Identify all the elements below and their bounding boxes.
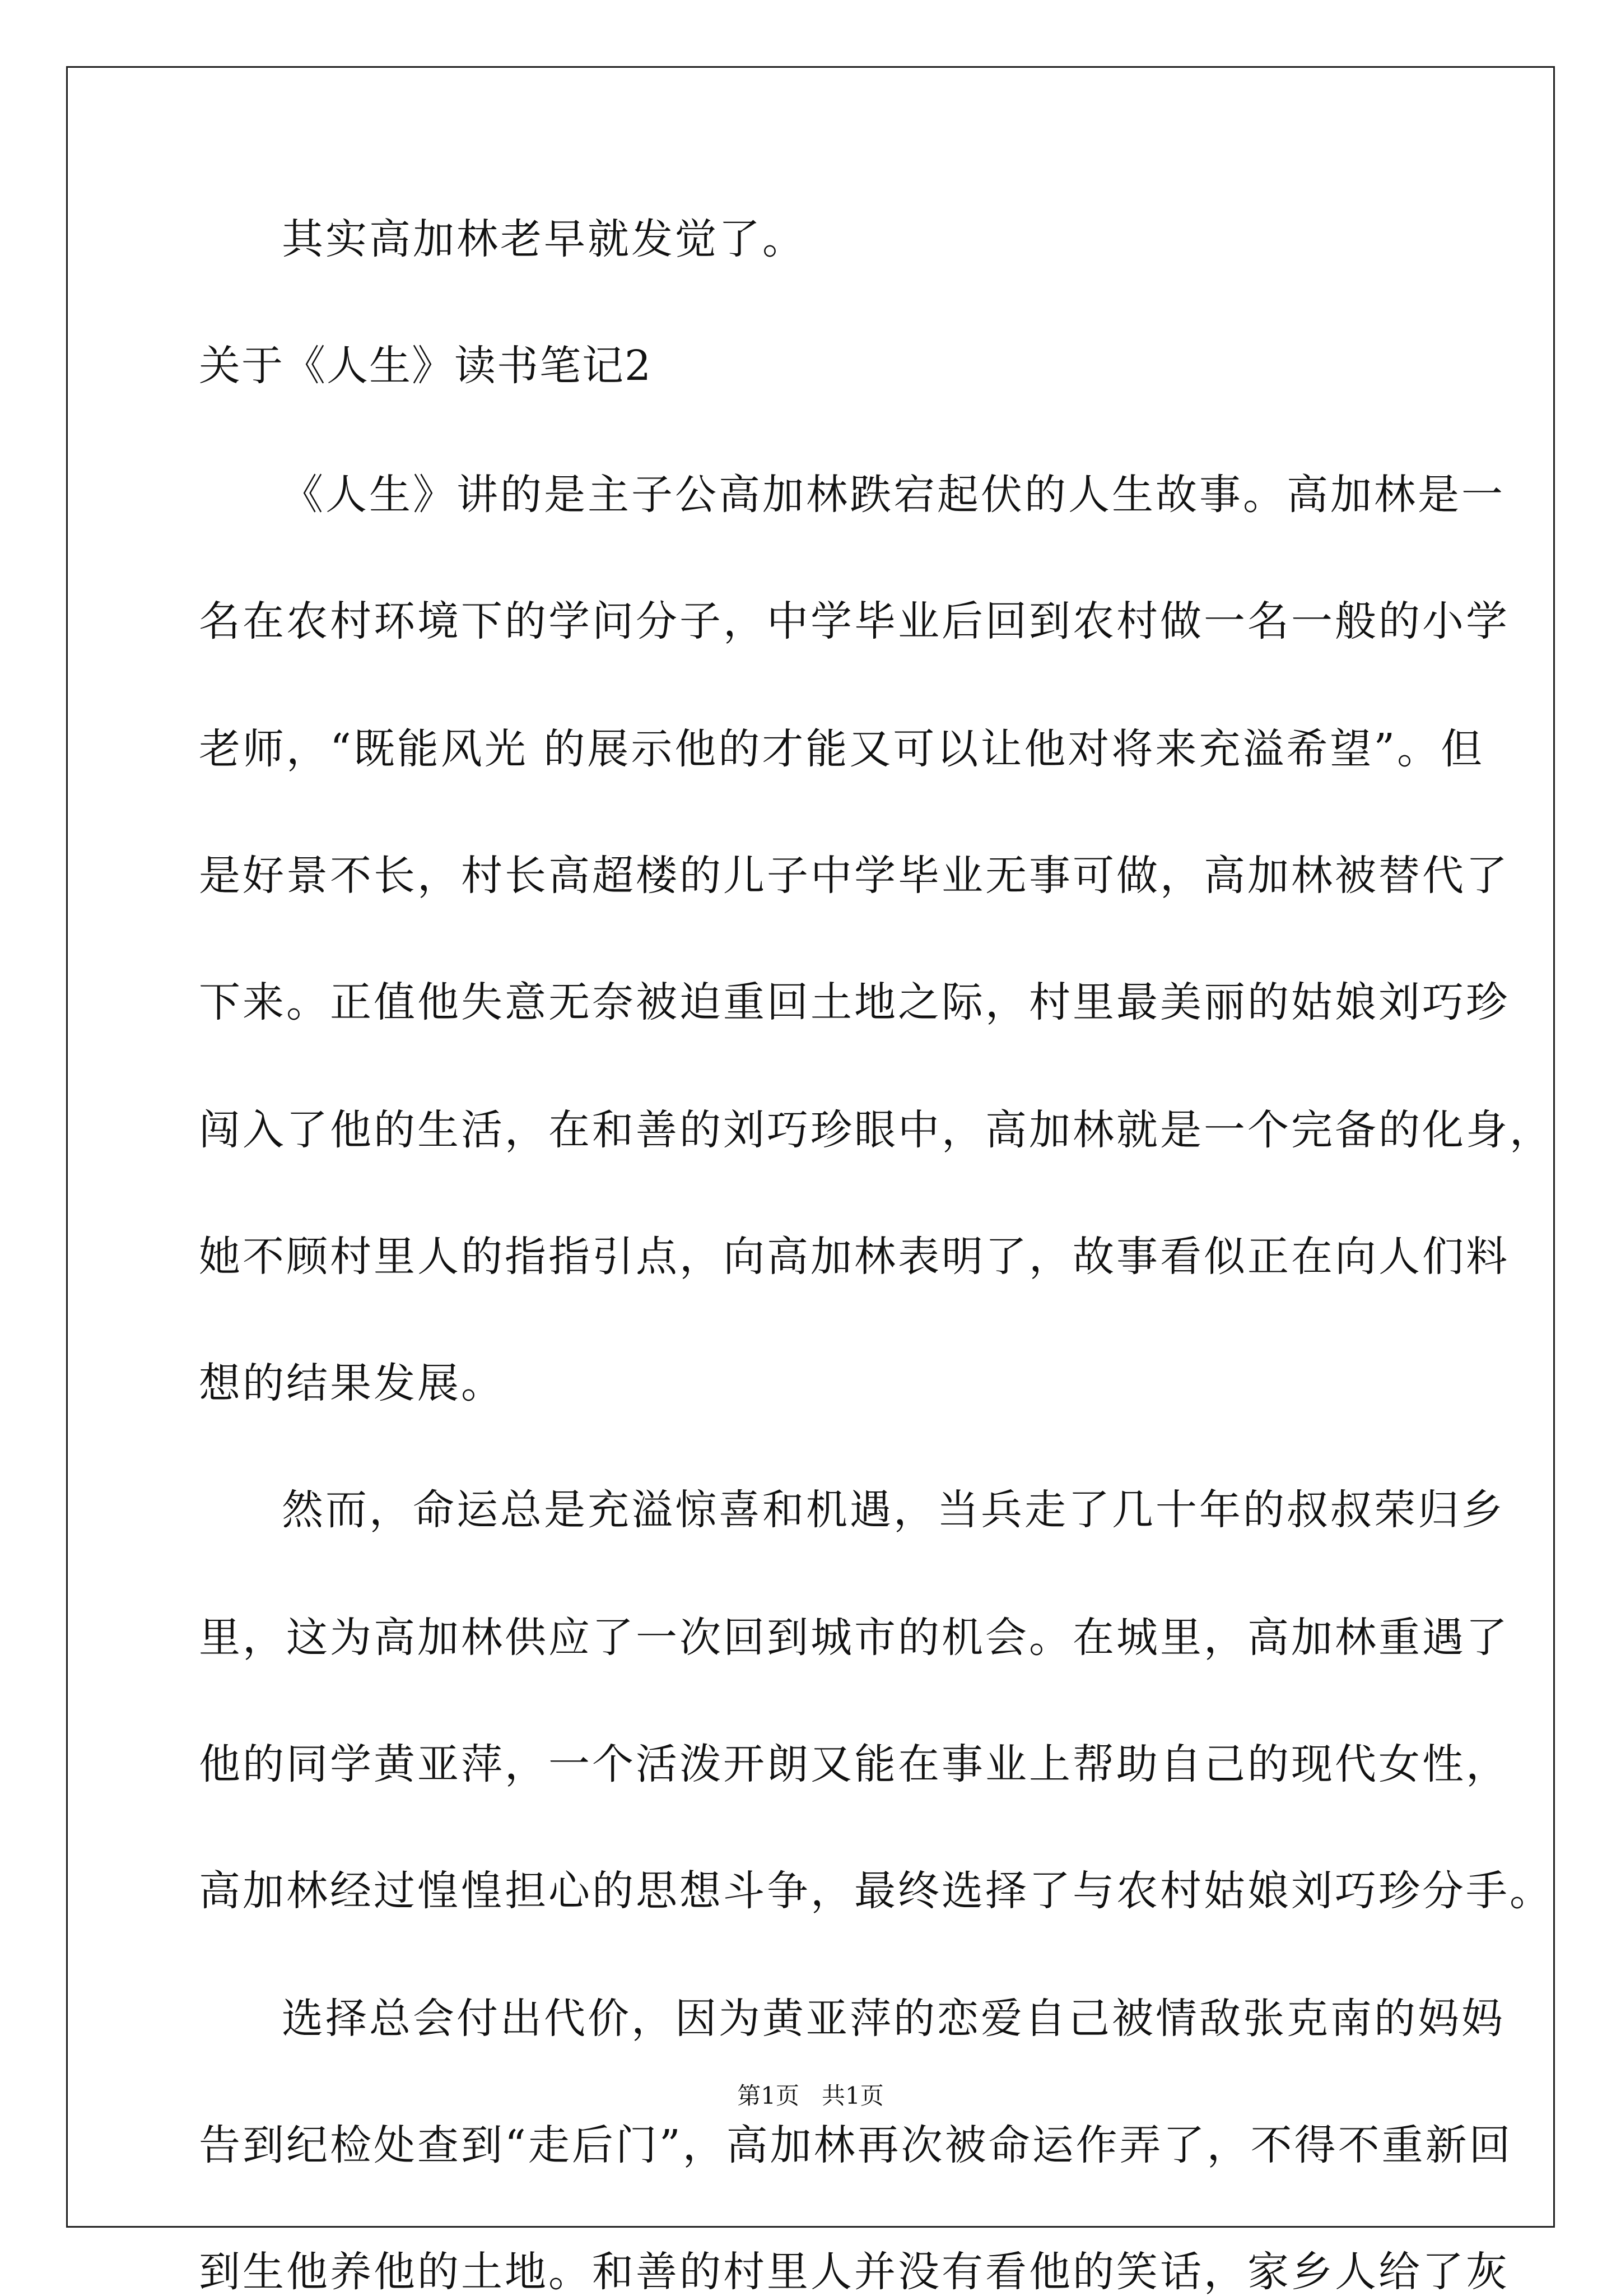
text-line: 里，这为高加林供应了一次回到城市的机会。在城里，高加林重遇了 [199,1614,1510,1662]
text-line: 是好景不长，村长高超楼的儿子中学毕业无事可做，高加林被替代了 [199,852,1510,900]
text-line: 告到纪检处查到“走后门”，高加林再次被命运作弄了，不得不重新回 [199,2121,1513,2169]
page-number-footer: 第1页 共1页 [737,2082,884,2109]
text-line: 《人生》讲的是主子公高加林跌宕起伏的人生故事。高加林是一 [282,471,1505,519]
text-line: 老师，“既能风光 的展示他的才能又可以让他对将来充溢希望”。但 [199,725,1485,773]
text-line: 下来。正值他失意无奈被迫重回土地之际，村里最美丽的姑娘刘巧珍 [199,978,1510,1026]
text-line: 他的同学黄亚萍，一个活泼开朗又能在事业上帮助自己的现代女性， [199,1740,1510,1788]
text-line: 想的结果发展。 [199,1359,505,1407]
text-line: 选择总会付出代价，因为黄亚萍的恋爱自己被情敌张克南的妈妈 [282,1995,1505,2043]
text-line: 她不顾村里人的指指引点，向高加林表明了，故事看似正在向人们料 [199,1233,1510,1281]
text-line: 到生他养他的土地。和善的村里人并没有看他的笑话，家乡人给了灰 [199,2248,1510,2296]
text-line: 闯入了他的生活，在和善的刘巧珍眼中，高加林就是一个完备的化身， [199,1106,1553,1154]
text-line: 然而，命运总是充溢惊喜和机遇，当兵走了几十年的叔叔荣归乡 [282,1486,1505,1534]
section-heading: 关于《人生》读书笔记2 [199,342,653,390]
text-line: 其实高加林老早就发觉了。 [282,215,806,263]
text-line: 名在农村环境下的学问分子，中学毕业后回到农村做一名一般的小学 [199,597,1510,645]
text-line: 高加林经过惶惶担心的思想斗争，最终选择了与农村姑娘刘巧珍分手。 [199,1867,1553,1915]
